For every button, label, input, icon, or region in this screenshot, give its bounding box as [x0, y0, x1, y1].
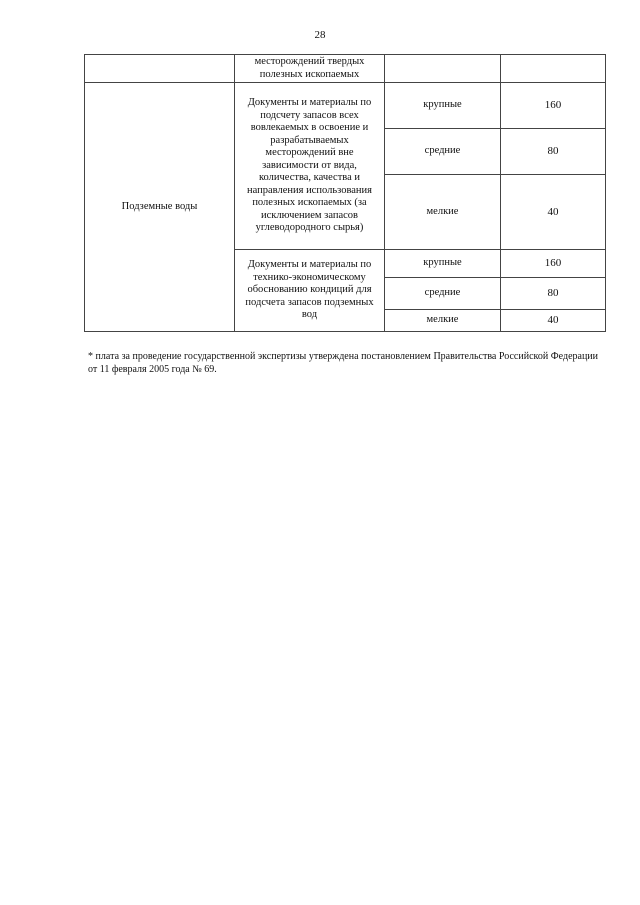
table-cell-empty	[501, 55, 606, 83]
fee-cell: 40	[501, 175, 606, 250]
deposit-size-cell: средние	[385, 129, 501, 175]
deposit-size-cell: крупные	[385, 83, 501, 129]
deposit-size-cell: мелкие	[385, 310, 501, 332]
fee-table	[84, 54, 606, 332]
fee-cell: 40	[501, 310, 606, 332]
deposit-size-cell: средние	[385, 278, 501, 310]
document-type-cell: Документы и материалы по технико-экономическому обоснованию кондиций для подсчета запасов подземных вод	[235, 250, 385, 332]
table-cell-empty	[85, 55, 235, 83]
fee-cell: 160	[501, 250, 606, 278]
fee-cell: 80	[501, 278, 606, 310]
table-row	[85, 83, 606, 129]
deposit-size-cell: крупные	[385, 250, 501, 278]
document-type-continued: месторождений твердых полезных ископаемых	[235, 55, 385, 83]
deposit-size-cell: мелкие	[385, 175, 501, 250]
fee-cell: 160	[501, 83, 606, 129]
table-row	[85, 55, 606, 83]
fee-cell: 80	[501, 129, 606, 175]
footnote: * плата за проведение государственной экспертизы утверждена постановлением Правительства Российской Федерации от 11 февраля 2005 года № 69.	[88, 351, 598, 375]
document-type-cell: Документы и материалы по подсчету запасов всех вовлекаемых в освоение и разрабатываемых месторождений вне зависимости от вида, количества, качества и направления использования полезных ископаемых (за исключением запасов углеводородного сырья)	[235, 83, 385, 250]
table-cell-empty	[385, 55, 501, 83]
resource-type-cell: Подземные воды	[85, 83, 235, 332]
page-number: 28	[314, 29, 326, 41]
